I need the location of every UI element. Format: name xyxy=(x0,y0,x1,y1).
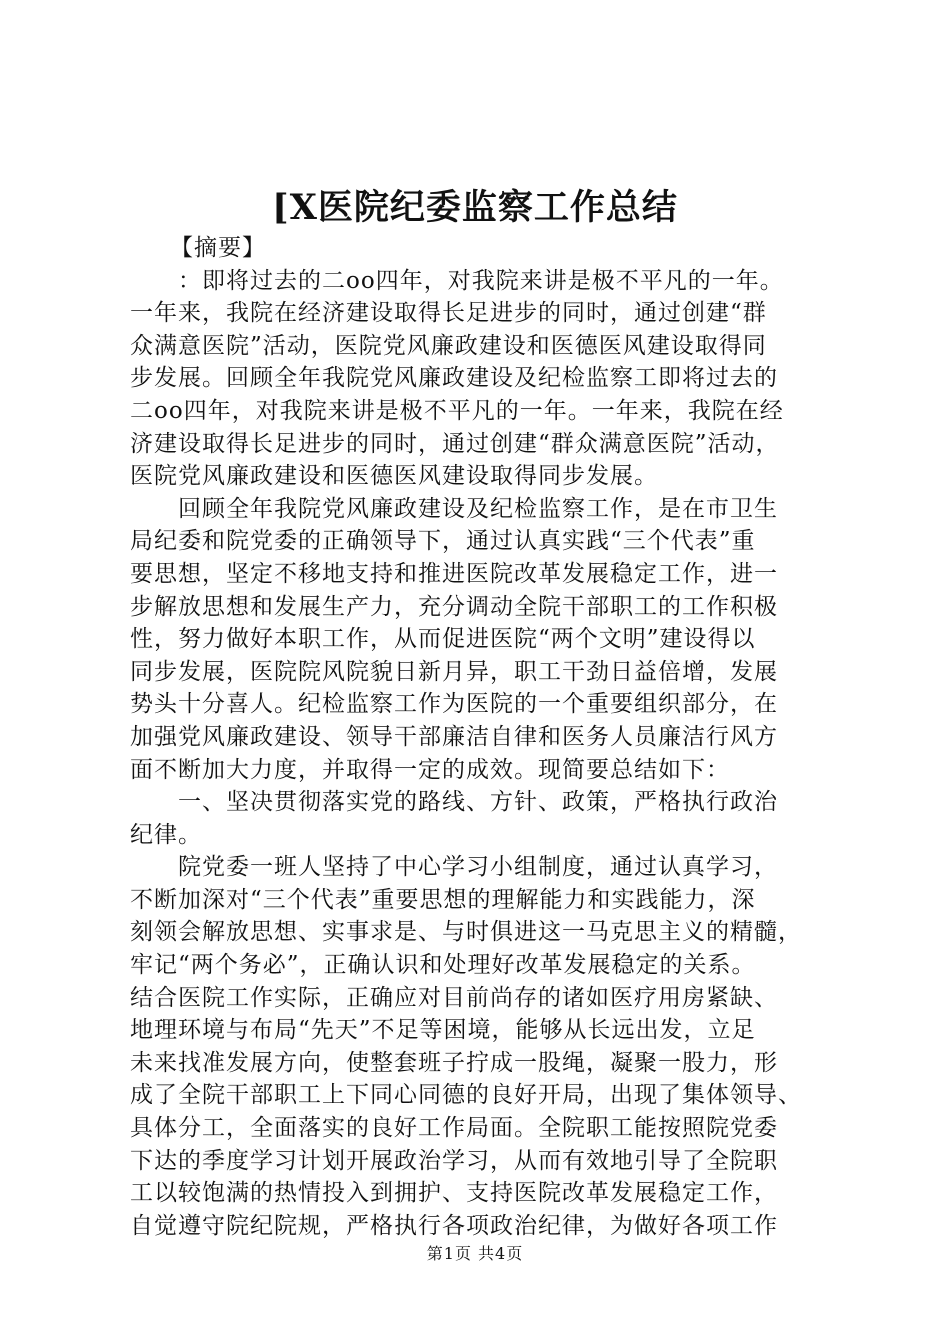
text-line: 性，努力做好本职工作，从而促进医院“两个文明”建设得以 xyxy=(130,626,756,653)
text-line: 结合医院工作实际，正确应对目前尚存的诸如医疗用房紧缺、 xyxy=(130,984,778,1011)
text-line: 地理环境与布局“先天”不足等困境，能够从长远出发，立足 xyxy=(130,1017,756,1044)
text-line: 牢记“两个务必”，正确认识和处理好改革发展稳定的关系。 xyxy=(130,952,756,979)
text-line: 加强党风廉政建设、领导干部廉洁自律和医务人员廉洁行风方 xyxy=(130,723,778,750)
text-line: 工以较饱满的热情投入到拥护、支持医院改革发展稳定工作， xyxy=(130,1180,778,1207)
text-line: 刻领会解放思想、实事求是、与时俱进这一马克思主义的精髓， xyxy=(130,919,802,946)
document-title: [X医院纪委监察工作总结 xyxy=(272,187,678,228)
document-body xyxy=(130,232,830,1242)
text-line: 自觉遵守院纪院规，严格执行各项政治纪律，为做好各项工作 xyxy=(130,1212,778,1239)
text-line: 医院党风廉政建设和医德医风建设取得同步发展。 xyxy=(130,463,658,490)
text-line: 院党委一班人坚持了中心学习小组制度，通过认真学习， xyxy=(178,854,778,881)
text-line: 众满意医院”活动，医院党风廉政建设和医德医风建设取得同 xyxy=(130,332,767,359)
text-line: 一、坚决贯彻落实党的路线、方针、政策，严格执行政治 xyxy=(178,789,778,816)
text-line: 回顾全年我院党风廉政建设及纪检监察工作，是在市卫生 xyxy=(178,495,778,522)
text-line: 步发展。回顾全年我院党风廉政建设及纪检监察工即将过去的 xyxy=(130,365,778,392)
text-line: 纪律。 xyxy=(130,821,202,848)
text-line: 要思想，坚定不移地支持和推进医院改革发展稳定工作，进一 xyxy=(130,560,778,587)
text-line: 同步发展，医院院风院貌日新月异，职工干劲日益倍增，发展 xyxy=(130,658,778,685)
text-line: 二oo四年，对我院来讲是极不平凡的一年。一年来，我院在经 xyxy=(130,397,784,424)
text-line: 济建设取得长足进步的同时，通过创建“群众满意医院”活动， xyxy=(130,430,780,457)
text-line: 成了全院干部职工上下同心同德的良好开局，出现了集体领导、 xyxy=(130,1082,802,1109)
text-line: 势头十分喜人。纪检监察工作为医院的一个重要组织部分，在 xyxy=(130,691,778,718)
text-line: 未来找准发展方向，使整套班子拧成一股绳，凝聚一股力，形 xyxy=(130,1049,778,1076)
text-line: 局纪委和院党委的正确领导下，通过认真实践“三个代表”重 xyxy=(130,528,756,555)
text-line: 一年来，我院在经济建设取得长足进步的同时，通过创建“群 xyxy=(130,300,767,327)
text-line: 具体分工，全面落实的良好工作局面。全院职工能按照院党委 xyxy=(130,1115,778,1142)
text-line: ：即将过去的二oo四年，对我院来讲是极不平凡的一年。 xyxy=(178,267,784,294)
page-footer: 第1页 共4页 xyxy=(426,1244,524,1263)
text-line: 面不断加大力度，并取得一定的成效。现简要总结如下： xyxy=(130,756,730,783)
text-line: 步解放思想和发展生产力，充分调动全院干部职工的工作积极 xyxy=(130,593,778,620)
abstract-heading: 【摘要】 xyxy=(170,235,266,261)
text-line: 不断加深对“三个代表”重要思想的理解能力和实践能力，深 xyxy=(130,886,756,913)
text-line: 下达的季度学习计划开展政治学习，从而有效地引导了全院职 xyxy=(130,1147,778,1174)
